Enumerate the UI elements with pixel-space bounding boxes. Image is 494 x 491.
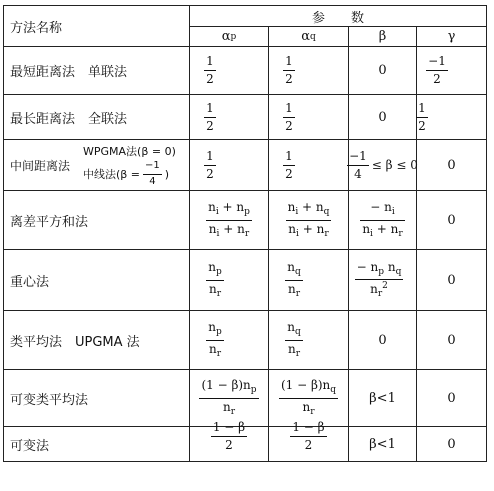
gamma-value: 0 <box>447 212 456 228</box>
parameter-table <box>3 5 487 461</box>
denominator: 2 <box>225 437 233 452</box>
subscript: r <box>216 348 222 359</box>
subscript: r <box>216 288 222 299</box>
middle-distance-variants <box>83 140 189 190</box>
alpha-p-value <box>190 311 240 369</box>
row-name: 类平均法 UPGMA 法 <box>10 334 140 350</box>
subscript: r <box>398 228 403 239</box>
beta-value: 0 <box>378 332 387 348</box>
numerator: −1 <box>349 148 367 163</box>
row-name: 可变法 <box>10 438 50 454</box>
term: n <box>287 341 296 356</box>
alpha-q-value <box>269 370 348 426</box>
term: − n <box>356 259 379 274</box>
numerator: 1 <box>206 100 214 115</box>
numerator: 1 <box>285 148 293 163</box>
denominator: 2 <box>418 118 426 133</box>
alpha-q-value <box>269 311 319 369</box>
denominator: 2 <box>206 118 214 133</box>
alpha-q-value <box>269 250 319 310</box>
term: n <box>208 281 217 296</box>
beta-value: 0 <box>378 63 387 78</box>
row-name: 最短距离法 单联法 <box>10 65 128 80</box>
row-name: 可变类平均法 <box>10 392 89 408</box>
term: (1 − β)n <box>280 378 331 393</box>
term: n <box>370 282 378 296</box>
median-label <box>83 161 189 187</box>
beta-value: β<1 <box>369 436 396 452</box>
term: n <box>302 399 311 414</box>
subscript: q <box>330 385 337 396</box>
superscript: 2 <box>382 281 388 291</box>
numerator: 1 <box>206 54 214 69</box>
subscript: q <box>294 327 301 338</box>
beta-range: ≤ β ≤ 0 <box>371 158 418 172</box>
subscript: q <box>294 267 301 278</box>
wpgma-label: WPGMA法(β = 0) <box>83 145 176 158</box>
term: − n <box>370 200 392 215</box>
denominator: 2 <box>285 166 293 181</box>
subscript: r <box>244 228 250 239</box>
subscript: i <box>215 207 219 218</box>
alpha-q-value <box>269 191 348 249</box>
subscript: i <box>295 207 299 218</box>
denominator: 2 <box>206 72 214 86</box>
beta-value <box>349 250 409 310</box>
denominator: 2 <box>285 118 293 133</box>
median-label-close: ) <box>164 167 170 181</box>
subscript: i <box>296 228 299 239</box>
term: n <box>288 221 297 236</box>
numerator: −1 <box>145 160 160 171</box>
subscript: p <box>378 266 385 277</box>
subscript: r <box>324 228 329 239</box>
table-border-bottom <box>3 461 487 462</box>
term: + n <box>222 200 245 215</box>
subscript: r <box>310 406 315 417</box>
alpha-q-value <box>269 95 309 139</box>
denominator: 2 <box>433 72 441 86</box>
header-method-name: 方法名称 <box>10 20 63 36</box>
subscript: i <box>391 207 395 218</box>
header-params: 参 数 <box>311 10 364 26</box>
alpha-p-value <box>190 191 268 249</box>
term: n <box>287 260 295 275</box>
subscript: q <box>323 207 330 218</box>
term: n <box>362 221 371 236</box>
term: n <box>208 221 217 236</box>
term: + n <box>223 221 245 236</box>
alpha-q-value <box>269 421 348 461</box>
numerator: 1 <box>418 100 426 115</box>
alpha-q-value <box>269 140 309 190</box>
term: n <box>208 200 216 215</box>
alpha-p-subscript: p <box>230 31 237 42</box>
table-border-right <box>486 5 487 462</box>
term: n <box>208 260 216 275</box>
alpha-p-value <box>190 47 230 94</box>
numerator: 1 − β <box>292 421 325 434</box>
gamma-value: 0 <box>447 436 456 452</box>
alpha-p-value <box>190 370 268 426</box>
header-alpha-q <box>269 27 348 46</box>
row-name: 离差平方和法 <box>10 214 89 230</box>
denominator: 2 <box>304 437 313 452</box>
median-label-text: 中线法(β = <box>83 168 141 181</box>
term: + n <box>302 221 325 236</box>
numerator: 1 − β <box>212 421 246 434</box>
subscript: p <box>244 207 250 218</box>
row-name: 重心法 <box>10 274 50 290</box>
alpha-symbol: α <box>221 29 231 44</box>
numerator: −1 <box>428 54 446 69</box>
alpha-p-value <box>190 95 230 139</box>
header-beta: β <box>378 29 387 44</box>
denominator: 2 <box>206 166 214 181</box>
header-alpha-p <box>190 27 268 46</box>
term: + n <box>302 200 324 215</box>
term: n <box>287 320 295 335</box>
term: n <box>387 259 396 274</box>
beta-value <box>349 140 416 190</box>
gamma-value: 0 <box>447 390 456 406</box>
numerator: 1 <box>285 100 293 115</box>
subscript: r <box>377 289 383 299</box>
term: (1 − β)n <box>201 378 251 393</box>
denominator: 4 <box>354 166 362 181</box>
subscript: p <box>215 327 222 338</box>
subscript: r <box>230 406 236 417</box>
alpha-p-value <box>190 421 268 461</box>
beta-value: 0 <box>378 109 387 125</box>
gamma-value: 0 <box>447 272 456 288</box>
subscript: i <box>370 228 373 239</box>
alpha-p-value <box>190 140 230 190</box>
alpha-symbol: α <box>301 29 310 44</box>
beta-value <box>349 191 416 249</box>
numerator: 1 <box>206 148 214 163</box>
beta-value: β<1 <box>369 390 396 406</box>
term: n <box>208 320 216 335</box>
gamma-value: 0 <box>447 157 456 173</box>
gamma-value: 0 <box>447 332 456 348</box>
alpha-q-subscript: q <box>310 31 316 42</box>
alpha-p-value <box>190 250 240 310</box>
numerator: 1 <box>285 54 293 69</box>
term: n <box>208 341 217 356</box>
alpha-q-value <box>269 47 309 94</box>
subscript: q <box>395 266 402 277</box>
term: n <box>222 399 231 414</box>
gamma-value <box>417 47 457 94</box>
term: n <box>287 200 296 215</box>
subscript: i <box>216 228 220 239</box>
term: + n <box>376 221 399 236</box>
subscript: r <box>295 348 301 359</box>
row-name: 中间距离法 <box>10 158 71 173</box>
subscript: p <box>215 267 222 278</box>
subscript: p <box>250 385 257 396</box>
header-gamma: γ <box>447 29 456 44</box>
denominator: 2 <box>285 72 293 86</box>
denominator: 4 <box>149 175 156 187</box>
subscript: r <box>295 288 301 299</box>
gamma-value <box>415 95 429 139</box>
term: n <box>287 281 296 296</box>
row-name: 最长距离法 全联法 <box>10 111 128 127</box>
